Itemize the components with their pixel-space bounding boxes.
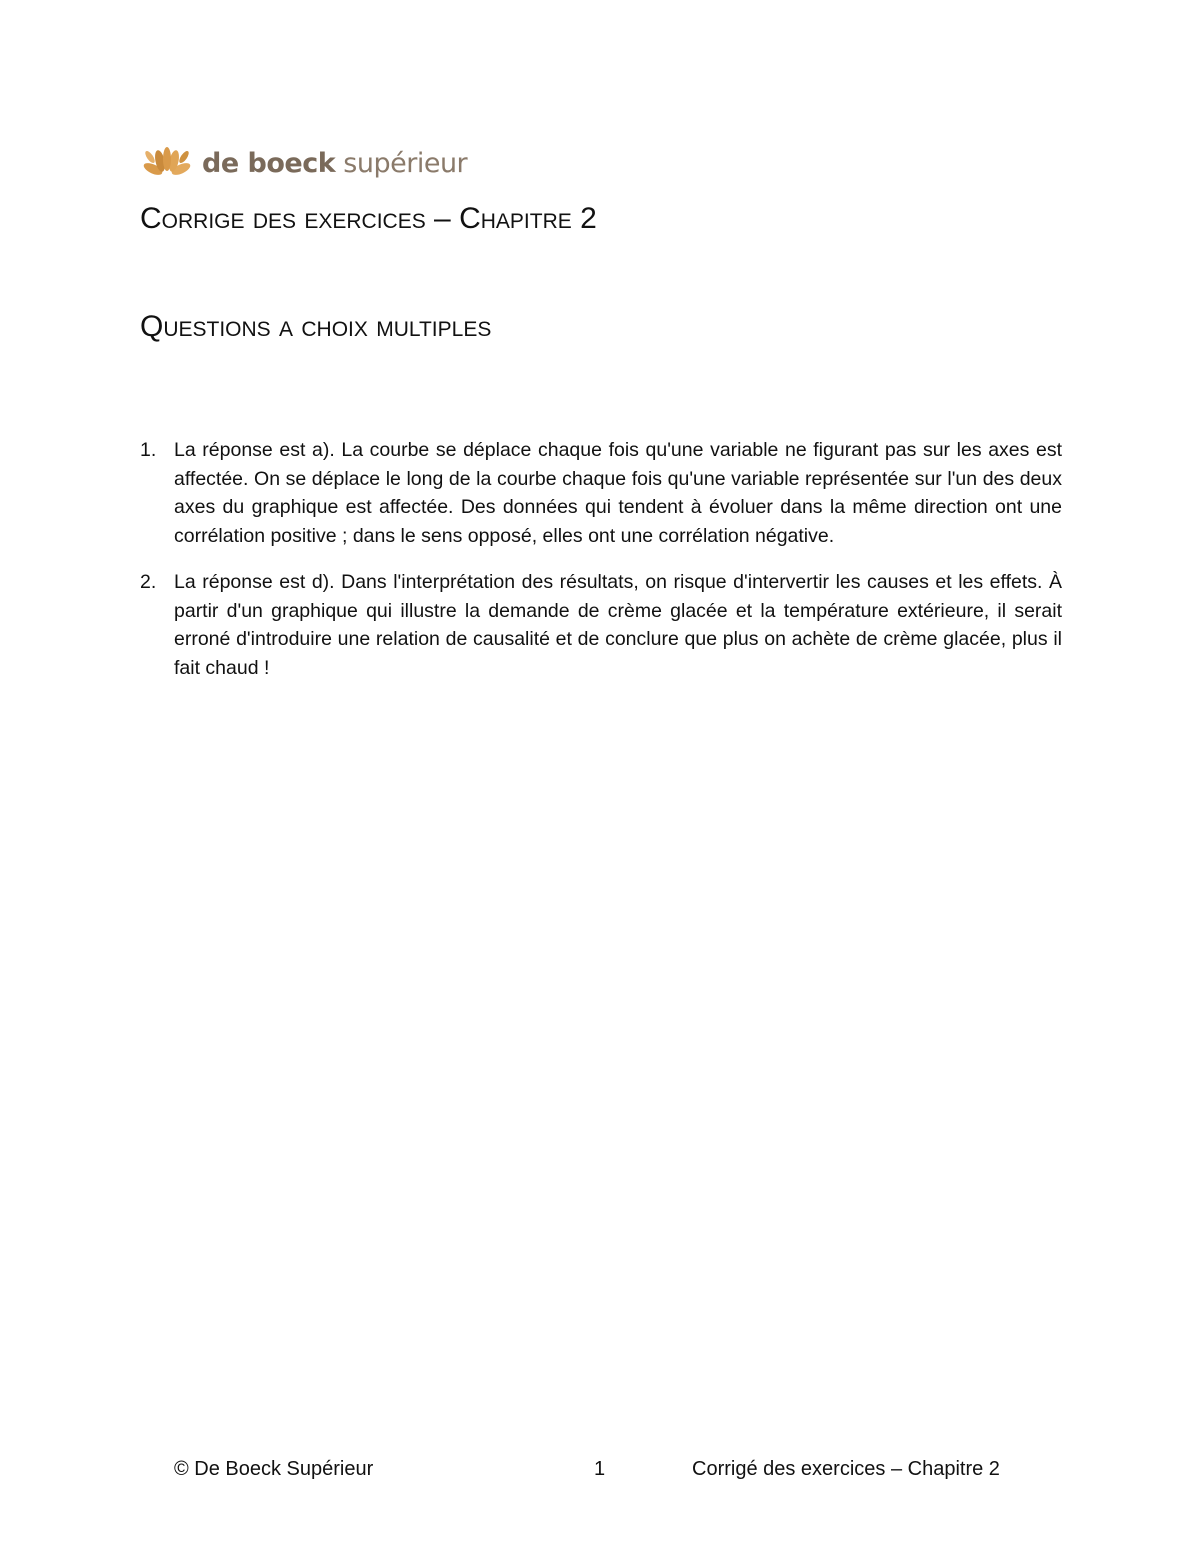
footer-page-number: 1 xyxy=(594,1458,606,1480)
section-title: Questions a choix multiples xyxy=(140,310,492,343)
publisher-name xyxy=(202,147,468,179)
page-title: Corrige des exercices – Chapitre 2 xyxy=(140,202,597,235)
answer-number: 1. xyxy=(140,439,157,461)
lotus-icon xyxy=(140,143,194,183)
answer-list xyxy=(140,436,1062,700)
footer-document-title: Corrigé des exercices – Chapitre 2 xyxy=(692,1458,1000,1480)
publisher-name-strong: de boeck xyxy=(202,147,336,179)
publisher-name-light: supérieur xyxy=(343,147,468,179)
answer-item xyxy=(140,436,1062,550)
footer-copyright: © De Boeck Supérieur xyxy=(174,1458,374,1480)
answer-text: La réponse est a). La courbe se déplace chaque fois qu'une variable ne figurant pas sur les axes est affectée. On se déplace le long de la courbe chaque fois qu'une variable représentée sur l'un des deux axes du graphique est affectée. Des données qui tendent à évoluer dans la même direction ont une corrélation positive ; dans le sens opposé, elles ont une corrélation négative. xyxy=(174,439,1062,547)
answer-number: 2. xyxy=(140,571,157,593)
answer-text: La réponse est d). Dans l'interprétation des résultats, on risque d'intervertir les causes et les effets. À partir d'un graphique qui illustre la demande de crème glacée et la température extérieure, il serait erroné d'introduire une relation de causalité et de conclure que plus on achète de crème glacée, plus il fait chaud ! xyxy=(174,571,1062,679)
answer-item xyxy=(140,568,1062,682)
page-footer xyxy=(0,1458,1200,1488)
publisher-logo xyxy=(140,140,467,186)
